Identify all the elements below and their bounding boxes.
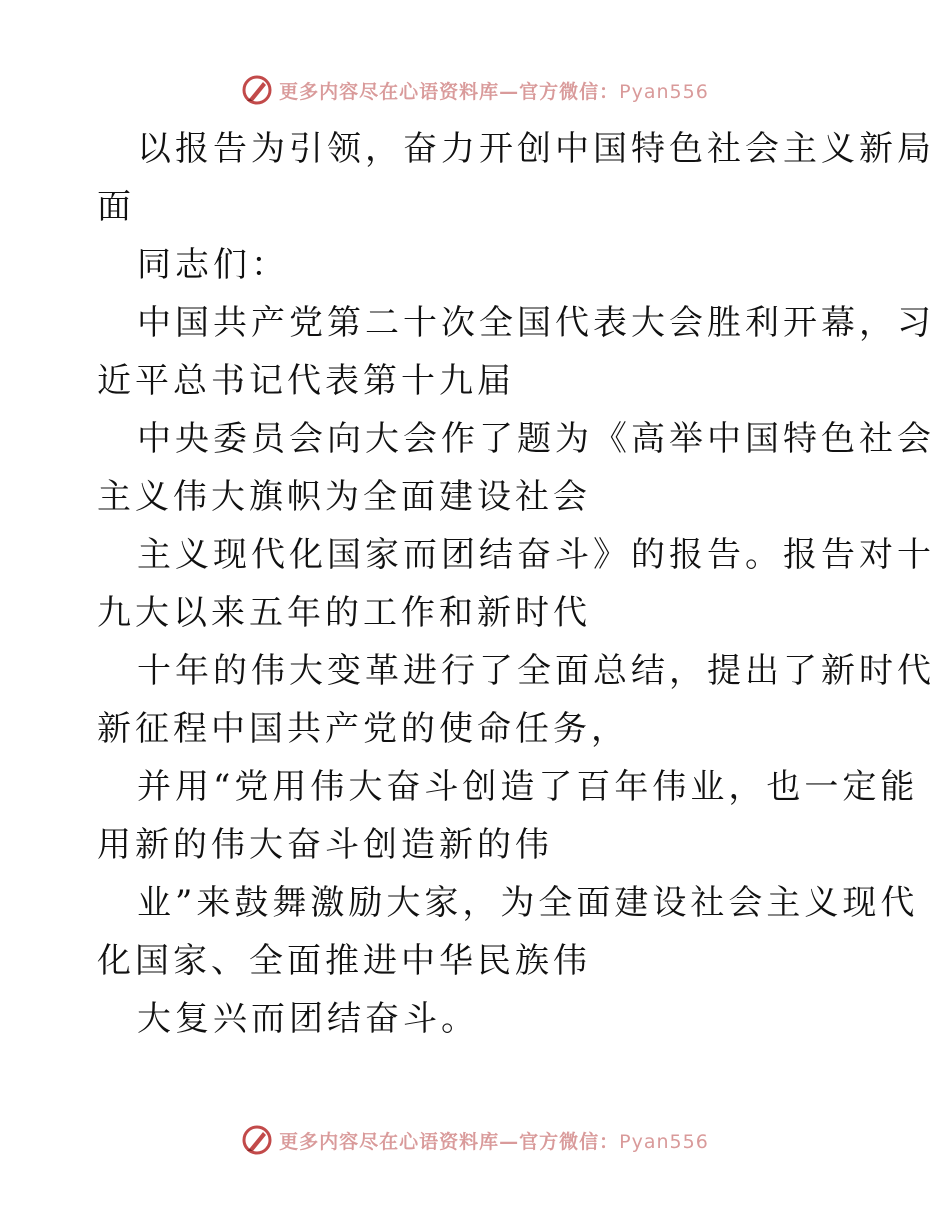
watermark-group <box>241 1124 709 1156</box>
footer-watermark <box>0 1120 950 1160</box>
watermark-group <box>241 74 709 106</box>
watermark-wechat-id: Pyan556 <box>619 1130 709 1153</box>
document-body <box>97 120 935 1048</box>
paragraph-line: 并用“党用伟大奋斗创造了百年伟业，也一定能 <box>137 767 919 807</box>
paragraph-line: 九大以来五年的工作和新时代 <box>97 593 591 633</box>
title-line-cont: 面 <box>97 187 135 227</box>
paragraph-line: 十年的伟大变革进行了全面总结，提出了新时代 <box>137 651 935 691</box>
paragraph-line: 业”来鼓舞激励大家，为全面建设社会主义现代 <box>137 883 919 923</box>
paragraph-line: 大复兴而团结奋斗。 <box>137 999 479 1039</box>
salutation: 同志们： <box>137 245 289 285</box>
paragraph-line: 用新的伟大奋斗创造新的伟 <box>97 825 553 865</box>
watermark-wechat-id: Pyan556 <box>619 80 709 103</box>
paragraph-line: 中国共产党第二十次全国代表大会胜利开幕，习 <box>137 303 935 343</box>
paragraph-line: 新征程中国共产党的使命任务， <box>97 709 629 749</box>
watermark-cn: 更多内容尽在心语资料库—官方微信： <box>279 80 620 103</box>
paragraph-line: 近平总书记代表第十九届 <box>97 361 515 401</box>
header-watermark <box>0 70 950 110</box>
pen-logo-icon <box>241 74 273 106</box>
pen-logo-icon <box>241 1124 273 1156</box>
paragraph-line: 化国家、全面推进中华民族伟 <box>97 941 591 981</box>
watermark-cn: 更多内容尽在心语资料库—官方微信： <box>279 1130 620 1153</box>
title-line: 以报告为引领，奋力开创中国特色社会主义新局 <box>137 129 935 169</box>
watermark-text <box>279 1127 709 1154</box>
watermark-text <box>279 77 709 104</box>
paragraph-line: 主义现代化国家而团结奋斗》的报告。报告对十 <box>137 535 935 575</box>
paragraph-line: 中央委员会向大会作了题为《高举中国特色社会 <box>137 419 935 459</box>
paragraph-line: 主义伟大旗帜为全面建设社会 <box>97 477 591 517</box>
